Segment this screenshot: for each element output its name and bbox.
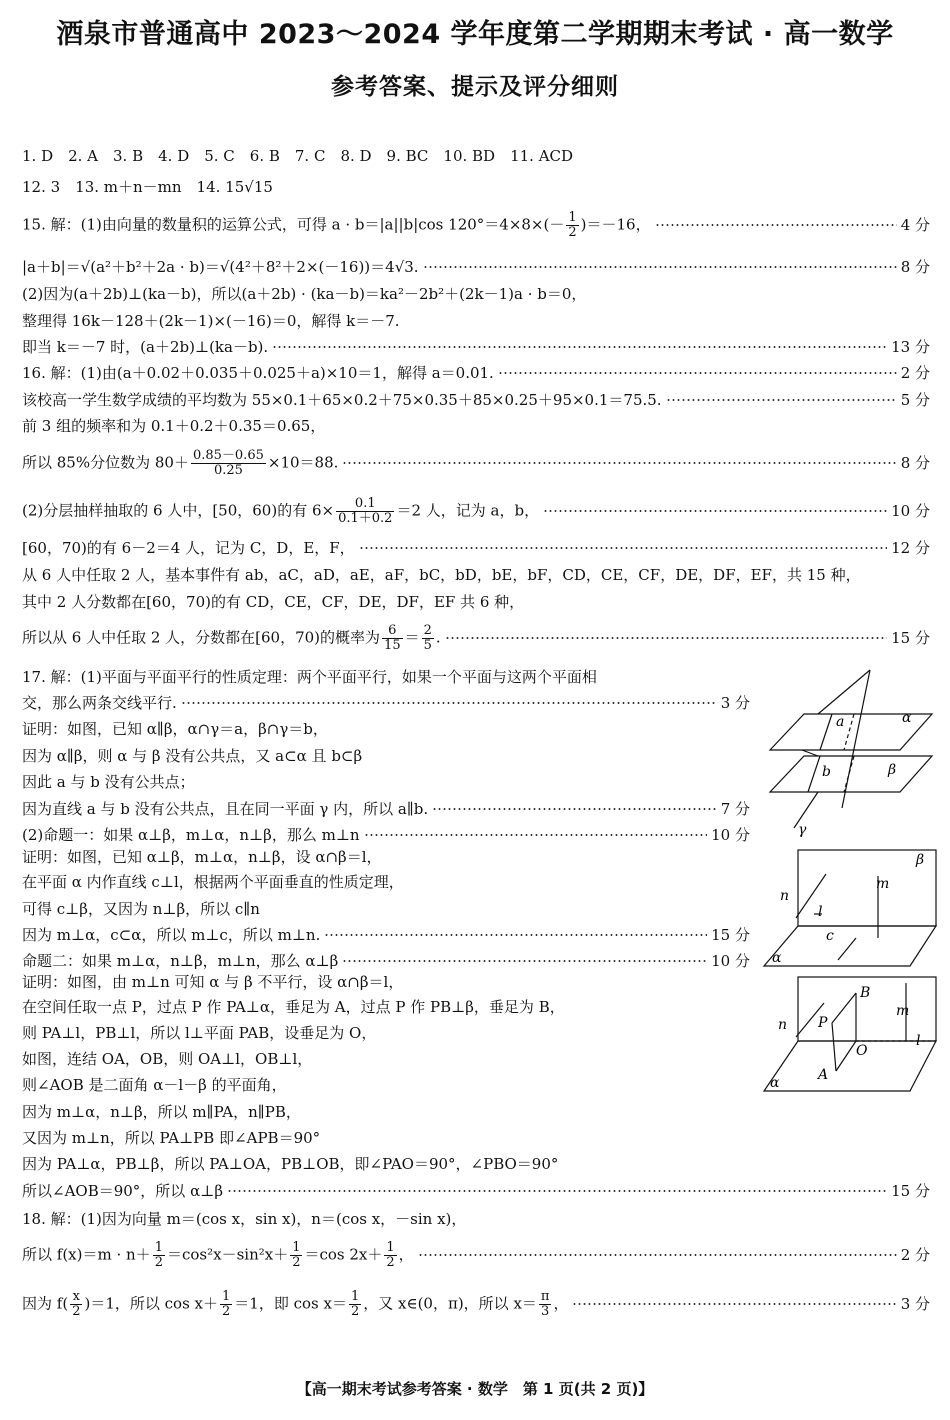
q16-line-8: 其中 2 人分数都在[60，70)的有 CD，CE，CF，DE，DF，EF 共 6 种， bbox=[22, 593, 525, 611]
q17-line-6: 因为直线 a 与 b 没有公共点，且在同一平面 γ 内，所以 a∥b. 7 分 bbox=[22, 800, 750, 818]
line-c bbox=[838, 938, 856, 960]
q17-line-20: 因为 PA⊥α，PB⊥β，所以 PA⊥OA，PB⊥OB，即∠PAO＝90°，∠PBO＝90° bbox=[22, 1155, 559, 1173]
q17-line-10: 可得 c⊥β，又因为 n⊥β，所以 c∥n bbox=[22, 900, 260, 918]
label-B: B bbox=[860, 985, 871, 1001]
q17-line-4: 因为 α∥β，则 α 与 β 没有公共点，又 a⊂α 且 b⊂β bbox=[22, 747, 363, 765]
q16-line-4: 所以 85%分位数为 80＋ $\frac{0.85-0.65}{0.25}$ ×10＝88. 8 分 bbox=[22, 447, 930, 478]
line-OA bbox=[836, 1041, 856, 1071]
q17-line-3: 证明：如图，已知 α∥β，α∩γ＝a，β∩γ＝b， bbox=[22, 720, 328, 738]
label-l: l bbox=[916, 1033, 921, 1049]
q16-line-5: (2)分层抽样抽取的 6 人中，[50，60)的有 6× $\frac{0.1}{0.1+0.2}$ ＝2 人，记为 a，b， 10 分 bbox=[22, 495, 930, 526]
q17-line-12: 命题二：如果 m⊥α，n⊥β，m⊥n，那么 α⊥β 10 分 bbox=[22, 952, 750, 970]
q17-line-19: 又因为 m⊥n，所以 PA⊥PB 即∠APB＝90° bbox=[22, 1129, 321, 1147]
intersection-line-b bbox=[808, 756, 820, 792]
answers-row-2: 12. 3 13. m＋n－mn 14. 15√15 bbox=[22, 178, 273, 196]
q17-line-16: 如图，连结 OA，OB，则 OA⊥l，OB⊥l， bbox=[22, 1050, 313, 1068]
q17-line-11: 因为 m⊥α，c⊂α，所以 m⊥c，所以 m⊥n. 15 分 bbox=[22, 926, 750, 944]
q18-line-3: 因为 f( $\frac{x}{2}$ )＝1，所以 cos x＋ $\frac{1}{2}$ ＝1，即 cos x＝ $\frac{1}{2}$ ，又 x∈(0，π)，所以 x＝ $\frac{\pi}{3}$ ， 3 分 bbox=[22, 1288, 930, 1319]
figure-parallel-planes bbox=[760, 668, 940, 840]
label-alpha: α bbox=[770, 1075, 780, 1091]
label-a: a bbox=[836, 714, 845, 730]
q16-line-2: 该校高一学生数学成绩的平均数为 55×0.1＋65×0.2＋75×0.35＋85×0.25＋95×0.1＝75.5. 5 分 bbox=[22, 391, 930, 409]
label-c: c bbox=[826, 928, 834, 944]
label-alpha: α bbox=[772, 950, 782, 966]
q18-line-1: 18. 解：(1)因为向量 m＝(cos x，sin x)，n＝(cos x，－sin x)， bbox=[22, 1210, 467, 1228]
label-O: O bbox=[856, 1043, 868, 1059]
q15-line-3: (2)因为(a＋2b)⊥(ka－b)，所以(a＋2b) · (ka－b)＝ka²－2b²＋(2k－1)a · b＝0， bbox=[22, 285, 587, 303]
q17-line-2: 交，那么两条交线平行. 3 分 bbox=[22, 694, 750, 712]
page-title: 酒泉市普通高中 2023～2024 学年度第二学期期末考试 · 高一数学 bbox=[56, 19, 894, 50]
label-P: P bbox=[818, 1015, 828, 1031]
q15-line-1: 15. 解：(1)由向量的数量积的运算公式，可得 a · b＝|a||b|cos 120°＝4×8×(－ $\frac{1}{2}$ )＝－16， 4 分 bbox=[22, 209, 930, 240]
line-PB bbox=[832, 993, 856, 1023]
answers-row-1: 1. D 2. A 3. B 4. D 5. C 6. B 7. C 8. D 9. BC 10. BD 11. ACD bbox=[22, 147, 574, 165]
label-n: n bbox=[778, 1017, 788, 1033]
q16-line-7: 从 6 人中任取 2 人，基本事件有 ab，aC，aD，aE，aF，bC，bD，bE，bF，CD，CE，CF，DE，DF，EF，共 15 种， bbox=[22, 566, 861, 584]
label-gamma: γ bbox=[798, 822, 807, 838]
page-subtitle: 参考答案、提示及评分细则 bbox=[331, 74, 619, 100]
intersection-line-a-hidden bbox=[844, 714, 854, 750]
label-A: A bbox=[818, 1067, 829, 1083]
q15-line-5: 即当 k＝－7 时，(a＋2b)⊥(ka－b). 13 分 bbox=[22, 338, 930, 356]
label-b: b bbox=[822, 764, 831, 780]
q17-line-8: 证明：如图，已知 α⊥β，m⊥α，n⊥β，设 α∩β＝l， bbox=[22, 848, 382, 866]
q15-line-4: 整理得 16k－128＋(2k－1)×(－16)＝0，解得 k＝－7. bbox=[22, 312, 400, 330]
q15-line-2: |a＋b|＝√(a²＋b²＋2a · b)＝√(4²＋8²＋2×(－16))＝4√3. 8 分 bbox=[22, 258, 930, 276]
q17-line-13: 证明：如图，由 m⊥n 可知 α 与 β 不平行，设 α∩β＝l， bbox=[22, 973, 404, 991]
label-l: l bbox=[818, 904, 823, 920]
label-alpha: α bbox=[902, 710, 912, 726]
q17-line-14: 在空间任取一点 P，过点 P 作 PA⊥α，垂足为 A，过点 P 作 PB⊥β，垂足为 B， bbox=[22, 998, 565, 1016]
page-footer: 【高一期末考试参考答案 · 数学 第 1 页(共 2 页)】 bbox=[296, 1380, 654, 1398]
label-m: m bbox=[876, 876, 890, 892]
plane-gamma-edge-4 bbox=[802, 750, 818, 756]
q16-line-1: 16. 解：(1)由(a＋0.02＋0.035＋0.025＋a)×10＝1，解得 a＝0.01. 2 分 bbox=[22, 364, 930, 382]
q17-line-18: 因为 m⊥α，n⊥β，所以 m∥PA，n∥PB， bbox=[22, 1103, 301, 1121]
q17-line-9: 在平面 α 内作直线 c⊥l，根据两个平面垂直的性质定理， bbox=[22, 873, 404, 891]
q17-line-7: (2)命题一：如果 α⊥β，m⊥α，n⊥β，那么 m⊥n 10 分 bbox=[22, 826, 750, 844]
figure-perpendicular-planes-1 bbox=[760, 848, 940, 972]
line-PA bbox=[832, 1023, 836, 1071]
q16-line-3: 前 3 组的频率和为 0.1＋0.2＋0.35＝0.65， bbox=[22, 417, 326, 435]
figure-perpendicular-planes-2 bbox=[760, 975, 940, 1097]
q17-line-21: 所以∠AOB＝90°，所以 α⊥β 15 分 bbox=[22, 1182, 930, 1200]
plane-alpha-shape bbox=[764, 1041, 936, 1091]
label-n: n bbox=[780, 888, 790, 904]
intersection-line-a bbox=[820, 714, 832, 750]
q17-line-17: 则∠AOB 是二面角 α－l－β 的平面角， bbox=[22, 1076, 287, 1094]
q16-line-9: 所以从 6 人中任取 2 人，分数都在[60，70)的概率为 $\frac{6}{15}$ ＝ $\frac{2}{5}$ . 15 分 bbox=[22, 622, 930, 653]
q17-line-15: 则 PA⊥l，PB⊥l，所以 l⊥平面 PAB，设垂足为 O， bbox=[22, 1024, 377, 1042]
q16-line-6: [60，70)的有 6－2＝4 人，记为 C，D，E，F， 12 分 bbox=[22, 539, 930, 557]
label-m: m bbox=[896, 1003, 910, 1019]
q17-line-5: 因此 a 与 b 没有公共点； bbox=[22, 773, 195, 791]
q17-line-1: 17. 解：(1)平面与平面平行的性质定理：两个平面平行，如果一个平面与这两个平面相 bbox=[22, 668, 597, 686]
label-beta: β bbox=[916, 852, 925, 868]
q18-line-2: 所以 f(x)＝m · n＋ $\frac{1}{2}$ ＝cos²x－sin²x＋ $\frac{1}{2}$ ＝cos 2x＋ $\frac{1}{2}$ ， 2 分 bbox=[22, 1239, 930, 1270]
label-beta: β bbox=[888, 762, 897, 778]
